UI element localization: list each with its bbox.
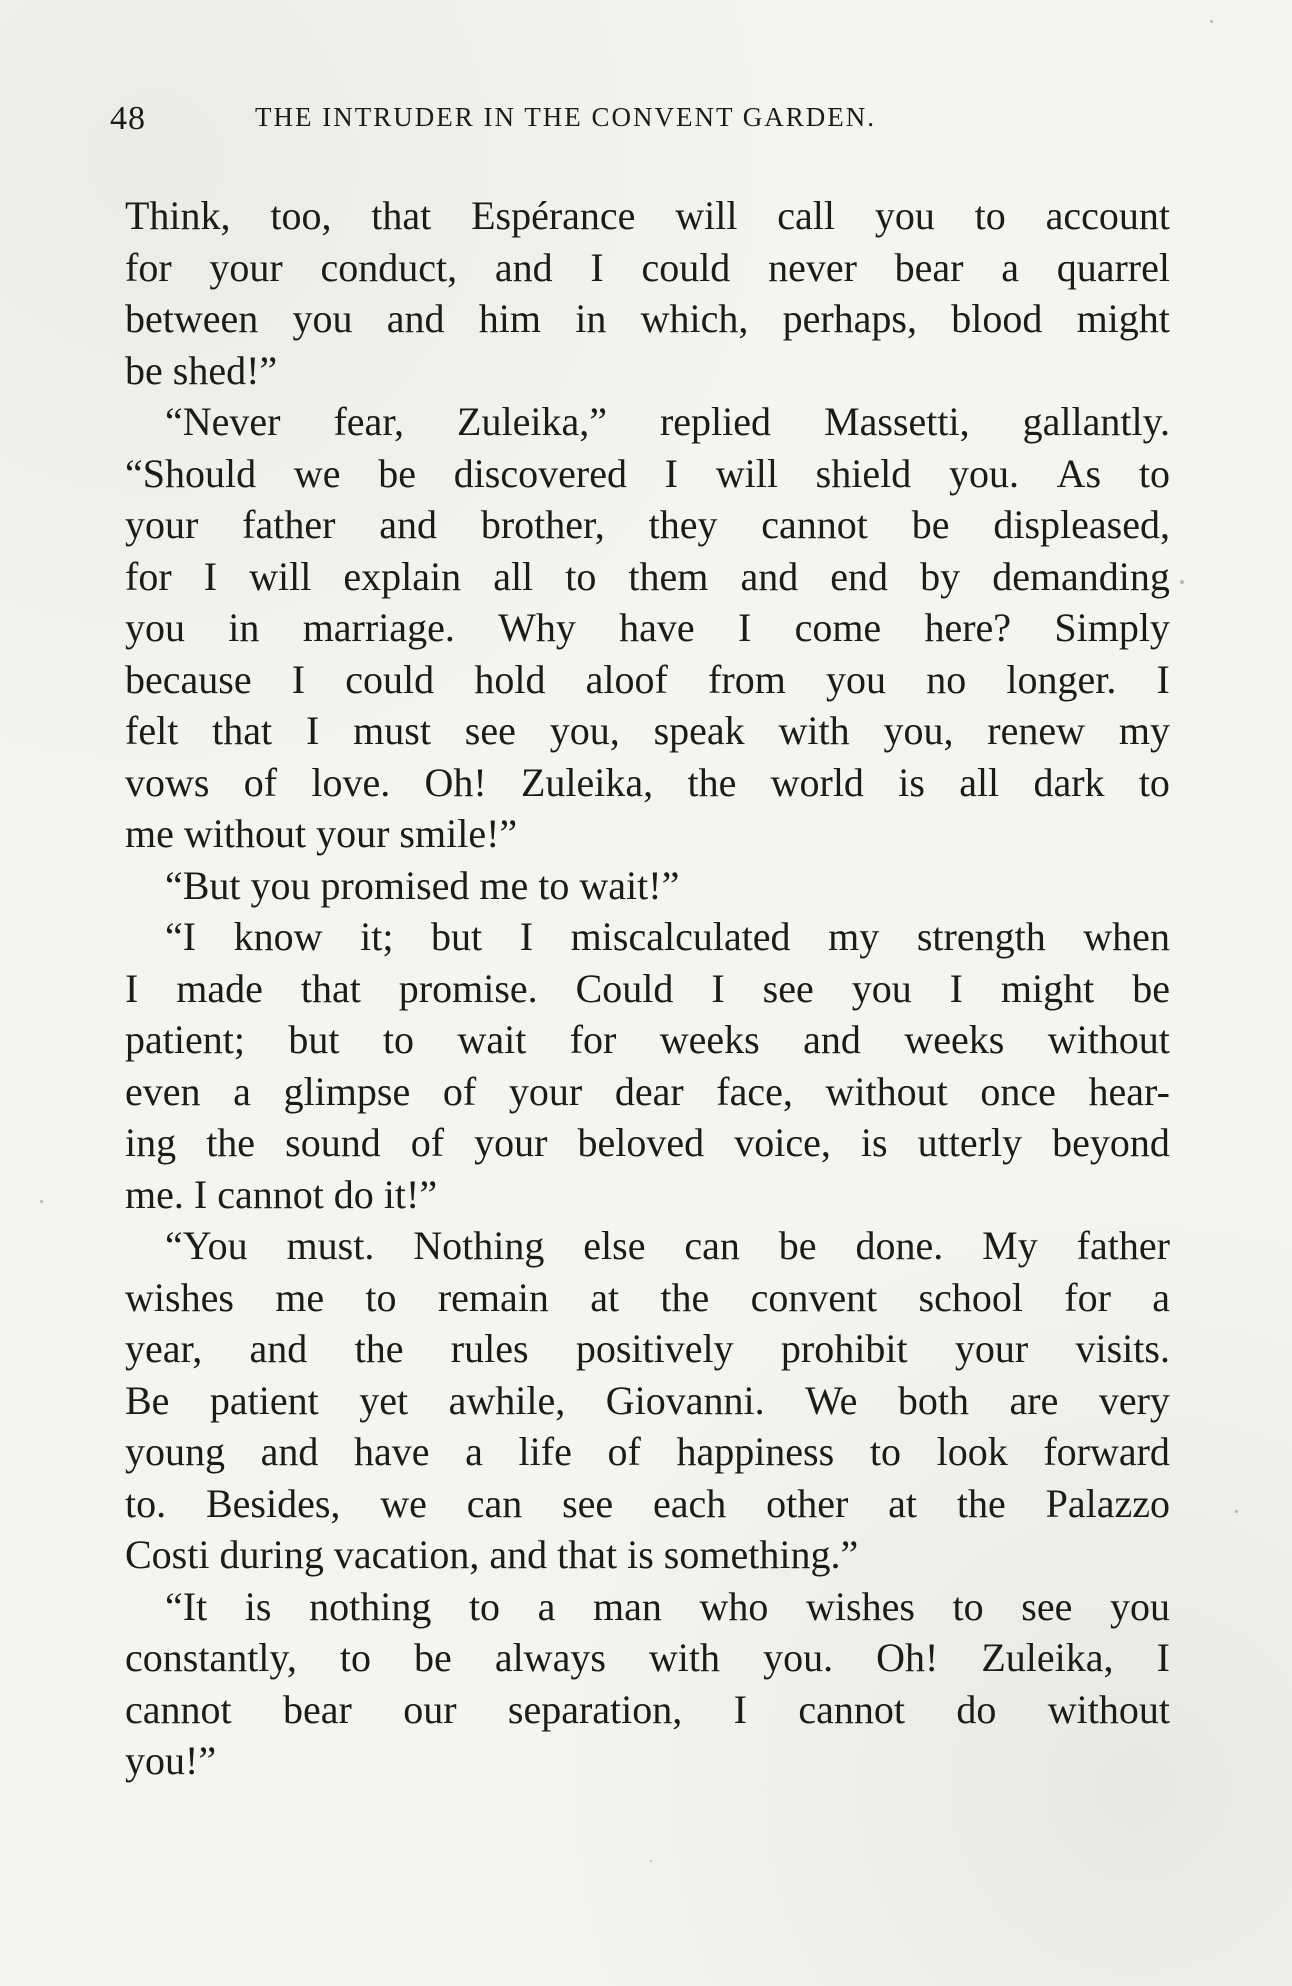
word: you,	[883, 708, 954, 753]
word: gallantly.	[1022, 399, 1170, 444]
word: man	[593, 1583, 662, 1629]
word: our	[403, 1686, 457, 1732]
word: who	[699, 1583, 769, 1629]
word: the	[956, 1480, 1006, 1526]
word: and	[260, 1429, 319, 1474]
word: look	[936, 1429, 1008, 1474]
word: beloved	[577, 1120, 705, 1165]
word: are	[1009, 1377, 1059, 1423]
word: I	[203, 553, 218, 599]
word: can	[466, 1480, 523, 1526]
word: promise.	[398, 965, 538, 1011]
word: wishes	[125, 1274, 234, 1320]
word: “Never	[165, 399, 281, 444]
word: each	[653, 1480, 727, 1526]
word: to	[339, 1635, 371, 1680]
word: your	[125, 502, 199, 547]
word: blood	[951, 296, 1043, 341]
word: at	[590, 1274, 620, 1320]
word: My	[982, 1223, 1038, 1268]
word: school	[918, 1274, 1023, 1320]
word: I	[1156, 656, 1170, 702]
word: we	[380, 1480, 427, 1526]
text-line	[125, 1478, 1170, 1530]
text-line: you!”	[125, 1738, 217, 1783]
word: of	[607, 1429, 641, 1474]
word: with	[778, 708, 850, 753]
word: hear-	[1088, 1068, 1170, 1114]
word: is	[244, 1583, 272, 1629]
word: the	[206, 1120, 256, 1165]
word: no	[926, 656, 967, 702]
word: will	[249, 553, 312, 599]
word: and	[740, 553, 799, 599]
word: As	[1056, 450, 1102, 496]
word: Simply	[1054, 605, 1170, 650]
word: could	[345, 656, 435, 702]
word: patient;	[125, 1017, 245, 1062]
word: we	[293, 450, 341, 496]
word: see	[1021, 1583, 1073, 1629]
word: because	[125, 656, 252, 702]
word: I	[291, 656, 306, 702]
text-line: Costi during vacation, and that is something.”	[125, 1532, 859, 1577]
word: to	[468, 1583, 501, 1629]
word: life	[518, 1429, 572, 1474]
word: be	[1132, 965, 1170, 1011]
word: at	[888, 1480, 918, 1526]
paper-speck	[1235, 1510, 1238, 1513]
word: dark	[1033, 759, 1105, 805]
word: the	[687, 759, 737, 805]
paper-speck	[1210, 20, 1213, 23]
text-line	[125, 757, 1170, 809]
word: you.	[948, 450, 1019, 496]
word: your	[954, 1326, 1029, 1371]
word: is	[860, 1120, 888, 1165]
text-line	[125, 911, 1170, 963]
word: know	[233, 914, 323, 959]
text-line	[125, 1426, 1170, 1478]
text-line	[125, 499, 1170, 551]
word: awhile,	[448, 1377, 566, 1423]
word: bear	[894, 244, 964, 290]
word: face,	[716, 1068, 793, 1114]
word: with	[648, 1635, 721, 1680]
word: never	[768, 244, 857, 290]
word: both	[897, 1377, 970, 1423]
word: that	[371, 193, 432, 238]
paper-speck	[40, 1200, 43, 1203]
word: remain	[437, 1274, 549, 1320]
word: a	[233, 1068, 251, 1114]
word: Be	[125, 1377, 170, 1423]
word: patient	[209, 1377, 319, 1423]
word: Oh!	[424, 759, 487, 805]
word: I	[737, 605, 752, 650]
word: a	[465, 1429, 483, 1474]
word: shield	[815, 450, 912, 496]
word: world	[770, 759, 864, 805]
word: which,	[640, 296, 749, 341]
word: your	[209, 244, 283, 290]
word: “I	[165, 914, 197, 959]
word: must.	[286, 1223, 375, 1268]
text-line	[125, 1117, 1170, 1169]
word: made	[176, 965, 263, 1011]
word: Think,	[125, 193, 231, 238]
word: Nothing	[413, 1223, 545, 1268]
word: a	[1001, 244, 1019, 290]
running-title: THE INTRUDER IN THE CONVENT GARDEN.	[255, 102, 876, 132]
word: convent	[750, 1274, 878, 1320]
word: of	[410, 1120, 445, 1165]
word: Besides,	[205, 1480, 341, 1526]
word: your	[474, 1120, 548, 1165]
word: you	[292, 296, 353, 341]
word: perhaps,	[782, 296, 917, 341]
word: him	[478, 296, 541, 341]
word: and	[803, 1017, 861, 1062]
word: all	[493, 553, 534, 599]
word: Giovanni.	[605, 1377, 765, 1423]
paper-speck	[650, 1860, 652, 1862]
word: hold	[474, 656, 546, 702]
word: Zuleika,	[981, 1635, 1114, 1680]
word: to	[365, 1274, 397, 1320]
word: else	[583, 1223, 646, 1268]
word: ing	[125, 1120, 177, 1165]
word: of	[243, 759, 278, 805]
word: do	[956, 1686, 997, 1732]
word: father	[242, 502, 336, 547]
text-line: “But you promised me to wait!”	[165, 862, 680, 908]
word: and	[249, 1326, 308, 1371]
text-line	[125, 396, 1170, 448]
word: and	[379, 502, 438, 547]
text-line	[125, 1581, 1170, 1633]
text-line	[125, 1632, 1170, 1684]
word: but	[431, 914, 483, 959]
word: it;	[360, 914, 394, 959]
text-line: be shed!”	[125, 347, 278, 393]
text-line	[125, 1014, 1170, 1066]
word: you.	[763, 1635, 834, 1680]
word: done.	[855, 1223, 944, 1268]
word: me	[275, 1274, 325, 1320]
word: displeased,	[993, 502, 1170, 547]
word: Why	[498, 605, 576, 650]
word: Could	[575, 965, 674, 1011]
text-line	[125, 1323, 1170, 1375]
text-line	[125, 963, 1170, 1015]
word: utterly	[917, 1120, 1023, 1165]
word: you	[125, 605, 185, 650]
word: I	[733, 1686, 747, 1732]
text-line	[125, 1375, 1170, 1427]
word: and	[494, 244, 553, 290]
word: my	[828, 914, 880, 959]
word: yet	[359, 1377, 409, 1423]
word: will	[675, 193, 738, 238]
word: to	[1138, 759, 1170, 805]
word: without	[1047, 1017, 1170, 1062]
word: strength	[916, 914, 1046, 959]
word: Massetti,	[824, 399, 970, 444]
text-line	[125, 190, 1170, 242]
word: We	[805, 1377, 858, 1423]
word: father	[1076, 1223, 1170, 1268]
word: young	[125, 1429, 225, 1474]
text-line: me without your smile!”	[125, 811, 518, 856]
word: between	[125, 296, 259, 341]
word: be	[414, 1635, 452, 1680]
word: the	[354, 1326, 404, 1371]
text-line	[125, 654, 1170, 706]
word: quarrel	[1056, 244, 1170, 290]
word: aloof	[585, 656, 668, 702]
word: constantly,	[125, 1635, 297, 1680]
page-number: 48	[110, 100, 146, 137]
word: nothing	[309, 1583, 432, 1629]
word: I	[949, 965, 963, 1011]
word: that	[212, 708, 273, 753]
word: my	[1118, 708, 1170, 753]
word: weeks	[659, 1017, 760, 1062]
word: positively	[575, 1326, 734, 1371]
word: call	[777, 193, 836, 238]
word: might	[1076, 296, 1170, 341]
word: I	[664, 450, 678, 496]
word: I	[711, 965, 725, 1011]
word: miscalculated	[570, 914, 791, 959]
word: to	[565, 553, 597, 599]
word: I	[125, 965, 139, 1011]
word: that	[300, 965, 361, 1011]
word: in	[228, 605, 260, 650]
paper-speck	[1180, 580, 1184, 584]
text-line	[125, 551, 1170, 603]
word: bear	[283, 1686, 352, 1732]
word: be	[778, 1223, 817, 1268]
page-header	[110, 100, 1060, 150]
word: once	[980, 1068, 1056, 1114]
word: separation,	[507, 1686, 683, 1732]
word: here?	[924, 605, 1012, 650]
word: without	[1047, 1686, 1170, 1732]
word: visits.	[1075, 1326, 1170, 1371]
word: voice,	[734, 1120, 831, 1165]
text-line	[125, 1272, 1170, 1324]
word: renew	[987, 708, 1086, 753]
word: “It	[165, 1583, 208, 1629]
word: of	[442, 1068, 477, 1114]
word: prohibit	[780, 1326, 908, 1371]
word: wishes	[806, 1583, 915, 1629]
word: cannot	[798, 1686, 905, 1732]
word: to	[382, 1017, 415, 1062]
word: you	[851, 965, 912, 1011]
word: you	[874, 193, 935, 238]
word: I	[1156, 1635, 1170, 1680]
word: Oh!	[876, 1635, 939, 1680]
word: longer.	[1006, 656, 1117, 702]
word: could	[641, 244, 731, 290]
word: for	[1064, 1274, 1111, 1320]
word: love.	[311, 759, 391, 805]
word: be	[911, 502, 950, 547]
text-line	[125, 1220, 1170, 1272]
word: for	[125, 244, 172, 290]
word: to.	[125, 1480, 167, 1526]
word: happiness	[676, 1429, 835, 1474]
word: replied	[659, 399, 772, 444]
word: to	[869, 1429, 901, 1474]
word: see	[762, 965, 814, 1011]
word: weeks	[904, 1017, 1005, 1062]
word: speak	[653, 708, 745, 753]
word: Espérance	[471, 193, 636, 238]
text-line	[125, 602, 1170, 654]
word: to	[974, 193, 1006, 238]
word: I	[519, 914, 534, 959]
word: for	[569, 1017, 617, 1062]
word: always	[494, 1635, 606, 1680]
word: for	[125, 553, 172, 599]
word: “Should	[125, 450, 257, 496]
word: even	[125, 1068, 201, 1114]
word: “You	[165, 1223, 248, 1268]
word: all	[959, 759, 1000, 805]
word: conduct,	[320, 244, 458, 290]
word: you,	[549, 708, 620, 753]
word: they	[648, 502, 718, 547]
word: vows	[125, 759, 210, 805]
word: in	[575, 296, 607, 341]
word: when	[1083, 914, 1170, 959]
word: can	[684, 1223, 740, 1268]
word: you	[1109, 1583, 1170, 1629]
text-line	[125, 448, 1170, 500]
word: to	[952, 1583, 984, 1629]
word: very	[1098, 1377, 1170, 1423]
word: by	[920, 553, 961, 599]
word: from	[708, 656, 786, 702]
word: but	[288, 1017, 340, 1062]
word: marriage.	[302, 605, 455, 650]
word: have	[354, 1429, 430, 1474]
word: rules	[450, 1326, 529, 1371]
word: without	[825, 1068, 948, 1114]
word: beyond	[1052, 1120, 1170, 1165]
word: explain	[343, 553, 462, 599]
word: cannot	[125, 1686, 232, 1732]
word: might	[1000, 965, 1095, 1011]
word: to	[1138, 450, 1170, 496]
word: come	[794, 605, 882, 650]
text-line: me. I cannot do it!”	[125, 1171, 438, 1217]
word: you	[826, 656, 886, 702]
text-line	[125, 1066, 1170, 1118]
word: too,	[270, 193, 332, 238]
word: brother,	[480, 502, 605, 547]
word: and	[386, 296, 445, 341]
word: a	[537, 1583, 556, 1629]
word: be	[378, 450, 416, 496]
word: felt	[125, 708, 179, 753]
word: a	[1152, 1274, 1170, 1320]
word: see	[562, 1480, 614, 1526]
word: I	[590, 244, 604, 290]
word: will	[715, 450, 778, 496]
text-line	[125, 1684, 1170, 1736]
word: sound	[285, 1120, 381, 1165]
word: account	[1045, 193, 1170, 238]
word: end	[830, 553, 889, 599]
word: fear,	[333, 399, 405, 444]
word: Palazzo	[1045, 1480, 1170, 1526]
word: have	[619, 605, 695, 650]
word: discovered	[453, 450, 627, 496]
word: must	[353, 708, 431, 753]
word: is	[898, 759, 925, 805]
word: year,	[125, 1326, 203, 1371]
text-line	[125, 705, 1170, 757]
word: Zuleika,	[521, 759, 654, 805]
word: glimpse	[283, 1068, 411, 1114]
word: the	[660, 1274, 710, 1320]
word: dear	[614, 1068, 684, 1114]
word: see	[464, 708, 516, 753]
text-line	[125, 242, 1170, 294]
text-line	[125, 293, 1170, 345]
word: cannot	[761, 502, 868, 547]
word: forward	[1043, 1429, 1170, 1474]
word: I	[305, 708, 320, 753]
word: demanding	[992, 553, 1170, 599]
word: your	[508, 1068, 583, 1114]
word: wait	[457, 1017, 527, 1062]
word: other	[766, 1480, 849, 1526]
body-text	[125, 190, 1170, 1787]
word: Zuleika,”	[457, 399, 607, 444]
word: them	[628, 553, 709, 599]
